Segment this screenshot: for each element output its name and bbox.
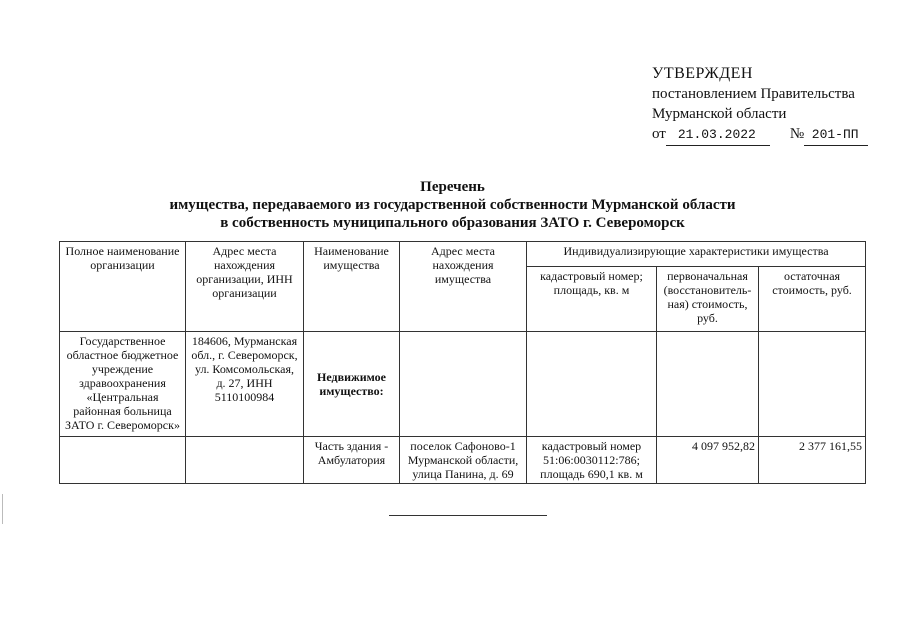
approval-date-row (652, 124, 868, 146)
approval-number: 201-ПП (804, 125, 868, 146)
cell-empty (527, 332, 657, 437)
table-row (60, 332, 866, 437)
approval-title: УТВЕРЖДЕН (652, 65, 753, 82)
header-org-address: Адрес места нахождения организации, ИНН организации (186, 242, 304, 332)
cell-property-name: Часть здания - Амбулатория (304, 437, 400, 484)
property-table (59, 241, 866, 484)
number-prefix: № (789, 126, 805, 142)
header-initial-cost: первоначальная (восстановитель-ная) стоимость, руб. (657, 267, 759, 332)
closing-line (389, 515, 547, 516)
header-residual-cost: остаточная стоимость, руб. (759, 267, 866, 332)
approval-block (652, 64, 868, 146)
cell-empty (186, 437, 304, 484)
cell-org-name: Государственное областное бюджетное учреждение здравоохранения «Центральная районная больница ЗАТО г. Североморск» (60, 332, 186, 437)
cell-org-address: 184606, Мурманская обл., г. Североморск, ул. Комсомольская, д. 27, ИНН 5110100984 (186, 332, 304, 437)
cell-property-address: поселок Сафоново-1 Мурманской области, улица Панина, д. 69 (400, 437, 527, 484)
scan-margin-mark (2, 494, 3, 524)
heading-line-2: имущества, передаваемого из государственной собственности Мурманской области (169, 197, 736, 213)
header-org-name: Полное наименование организации (60, 242, 186, 332)
date-prefix: от (652, 126, 666, 142)
cell-empty (657, 332, 759, 437)
cell-residual-cost: 2 377 161,55 (759, 437, 866, 484)
header-individual: Индивидуализирующие характеристики имущества (527, 242, 866, 267)
approval-line-1: постановлением Правительства (652, 86, 855, 102)
table-row (60, 437, 866, 484)
cell-property-category: Недвижимое имущество: (304, 332, 400, 437)
header-property-name: Наименование имущества (304, 242, 400, 332)
cell-empty (759, 332, 866, 437)
cell-initial-cost: 4 097 952,82 (657, 437, 759, 484)
heading-line-3: в собственность муниципального образования ЗАТО г. Североморск (220, 215, 685, 231)
heading-line-1: Перечень (420, 179, 485, 195)
cell-cadastral: кадастровый номер 51:06:0030112:786; площадь 690,1 кв. м (527, 437, 657, 484)
approval-line-2: Мурманской области (652, 106, 787, 122)
cell-empty (60, 437, 186, 484)
document-heading (0, 178, 905, 232)
cell-empty (400, 332, 527, 437)
header-cadastral: кадастровый номер; площадь, кв. м (527, 267, 657, 332)
header-property-address: Адрес места нахождения имущества (400, 242, 527, 332)
approval-date: 21.03.2022 (666, 125, 770, 146)
